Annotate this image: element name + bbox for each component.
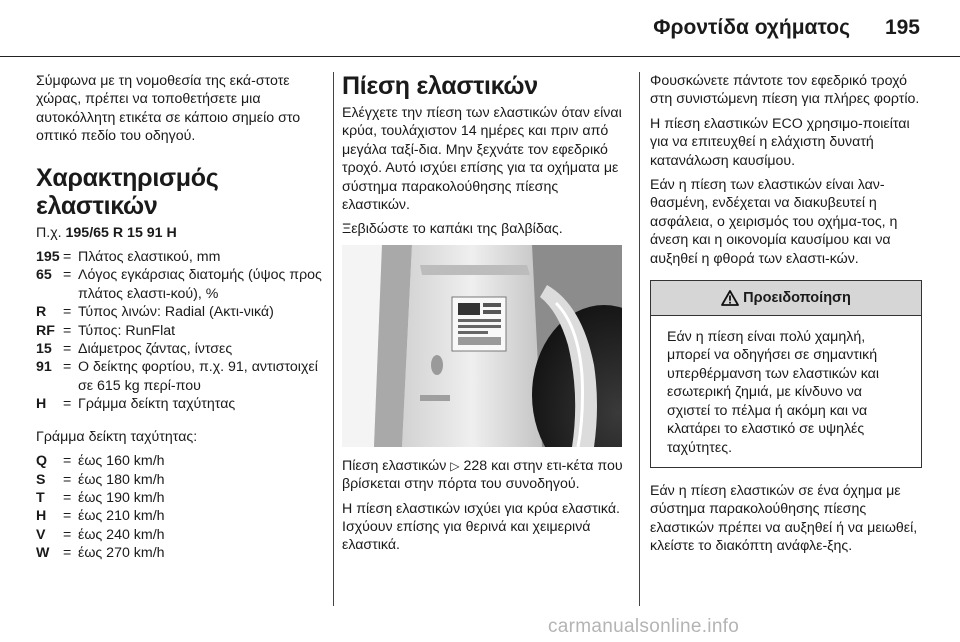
pressure-paragraph-4: Η πίεση ελαστικών ισχύει για κρύα ελαστικά. Ισχύουν επίσης για θερινά και χειμερινά ελαστικά. [342,500,620,554]
header-divider [0,56,960,57]
example-prefix: Π.χ. [36,224,62,241]
definition-row [36,395,328,413]
definition-row-equals: = [63,341,72,358]
definition-row-value: Διάμετρος ζάντας, ίντσες [78,341,233,358]
watermark: carmanualsonline.info [548,616,740,637]
definition-row-equals: = [63,359,72,376]
speed-row-key: Q [36,453,48,470]
definition-row-equals: = [63,249,72,266]
speed-row-equals: = [63,471,72,488]
definition-row-equals: = [63,304,72,321]
definition-row-key: 65 [36,267,52,284]
speed-row-equals: = [63,526,72,543]
example-code: 195/65 R 15 91 H [65,224,177,241]
definition-row-equals: = [63,322,72,339]
definition-row-value: Πλάτος ελαστικού, mm [78,249,221,266]
speed-row-value: έως 190 km/h [78,489,165,506]
definition-row-equals: = [63,267,72,284]
column-divider-1 [333,72,334,606]
definition-row-value: Λόγος εγκάρσιας διατομής (ύψος προς πλάτος ελαστι-κού), % [78,267,322,302]
speed-row-key: S [36,471,46,488]
tire-code-definitions [36,248,328,414]
page-title: Φροντίδα οχήματος [653,16,850,39]
speed-row-value: έως 160 km/h [78,453,165,470]
definition-row-key: 15 [36,341,52,358]
column-right [650,72,922,562]
warning-triangle-icon [721,290,739,306]
page-reference-link[interactable]: 228 [463,457,488,474]
speed-row-equals: = [63,453,72,470]
speed-row [36,489,328,507]
speed-row-equals: = [63,508,72,525]
definition-row-equals: = [63,396,72,413]
page-number: 195 [884,16,920,39]
definition-row-key: 91 [36,359,52,376]
warning-title: Προειδοποίηση [743,289,851,306]
definition-row [36,340,328,358]
definition-row [36,248,328,266]
speed-index-title: Γράμμα δείκτη ταχύτητας: [36,428,198,445]
page-header [0,0,960,58]
definition-row-value: Ο δείκτης φορτίου, π.χ. 91, αντιστοιχεί σε 615 kg περί-που [78,359,318,394]
speed-row [36,471,328,489]
speed-row [36,507,328,525]
warning-text: Εάν η πίεση είναι πολύ χαμηλή, μπορεί να οδηγήσει σε σημαντική υπερθέρμανση των ελαστικών και εσωτερική ζημιά, με κίνδυνο να σχιστεί το πέλμα ή ακόμη και να κλατάρει το ελαστικό σε υψηλές ταχύτητες. [667,329,880,456]
speed-row-value: έως 240 km/h [78,526,165,543]
definition-row-value: Γράμμα δείκτη ταχύτητας [78,396,236,413]
speed-row-key: W [36,545,50,562]
intro-paragraph: Σύμφωνα με τη νομοθεσία της εκά-στοτε χώρας, πρέπει να τοποθετήσετε μια αυτοκόλλητη ετικέτα σε κάποιο σημείο στο οπτικό πεδίο του οδηγού. [36,73,301,145]
definition-row [36,266,328,303]
speed-row-equals: = [63,489,72,506]
speed-row-key: T [36,489,45,506]
speed-row-equals: = [63,545,72,562]
column-left [36,72,328,577]
pressure-paragraph-2: Ξεβιδώστε το καπάκι της βαλβίδας. [342,221,563,238]
monitoring-system-paragraph: Εάν η πίεση ελαστικών σε ένα όχημα με σύστημα παρακολούθησης πίεσης ελαστικών πρέπει να αυξηθεί ή να μειωθεί, κλείστε το διακόπτη ανάφλε-ξης. [650,482,918,555]
definition-row-key: H [36,396,47,413]
speed-row-key: V [36,526,46,543]
speed-row-key: H [36,508,47,525]
definition-row-key: 195 [36,249,60,266]
speed-row [36,544,328,562]
definition-row-value: Τύπος λινών: Radial (Ακτι-νικά) [78,304,274,321]
eco-pressure-paragraph: Η πίεση ελαστικών ECO χρησιμο-ποιείται για να επιτευχθεί η ελάχιστη δυνατή κατανάλωση καυσίμου. [650,115,910,169]
example-line [36,224,328,242]
spare-wheel-paragraph: Φουσκώνετε πάντοτε τον εφεδρικό τροχό στη συνιστώμενη πίεση για πλήρες φορτίο. [650,73,920,108]
section-heading-tire-pressure: Πίεση ελαστικών [342,72,538,100]
speed-row-value: έως 270 km/h [78,545,165,562]
door-pillar-tire-label-photo [342,245,622,447]
definition-row [36,358,328,395]
definition-row-key: R [36,304,47,321]
column-divider-2 [639,72,640,606]
section-heading-tire-designation: Χαρακτηρισμός ελαστικών [36,163,219,220]
incorrect-pressure-paragraph: Εάν η πίεση των ελαστικών είναι λαν-θασμένη, ενδέχεται να διακυβευτεί η ασφάλεια, ο χειρισμός του οχήμα-τος, η άνεση και η οικονομία καυσίμου και να αυξηθεί η φθορά των ελαστι-κών. [650,177,898,267]
definition-row [36,322,328,340]
warning-box [650,280,922,468]
speed-row [36,452,328,470]
pressure-reference-paragraph: Πίεση ελαστικών ▷ 228 και στην ετι-κέτα που βρίσκεται στην πόρτα του συνοδηγού. [342,457,623,493]
speed-row-value: έως 210 km/h [78,508,165,525]
definition-row-value: Τύπος: RunFlat [78,322,176,339]
column-middle [342,72,630,561]
speed-index-list [36,452,328,562]
page-reference-icon: ▷ [450,458,460,473]
speed-row [36,526,328,544]
definition-row [36,303,328,321]
pressure-paragraph-1: Ελέγχετε την πίεση των ελαστικών όταν είναι κρύα, τουλάχιστον 14 ημέρες και πριν από μεγάλα ταξί-δια. Μην ξεχνάτε τον εφεδρικό τροχό. Αυτό ισχύει επίσης για τα οχήματα με σύστημα παρακολούθησης πίεσης ελαστικών. [342,105,622,214]
speed-row-value: έως 180 km/h [78,471,165,488]
definition-row-key: RF [36,322,55,339]
warning-header [651,281,921,316]
